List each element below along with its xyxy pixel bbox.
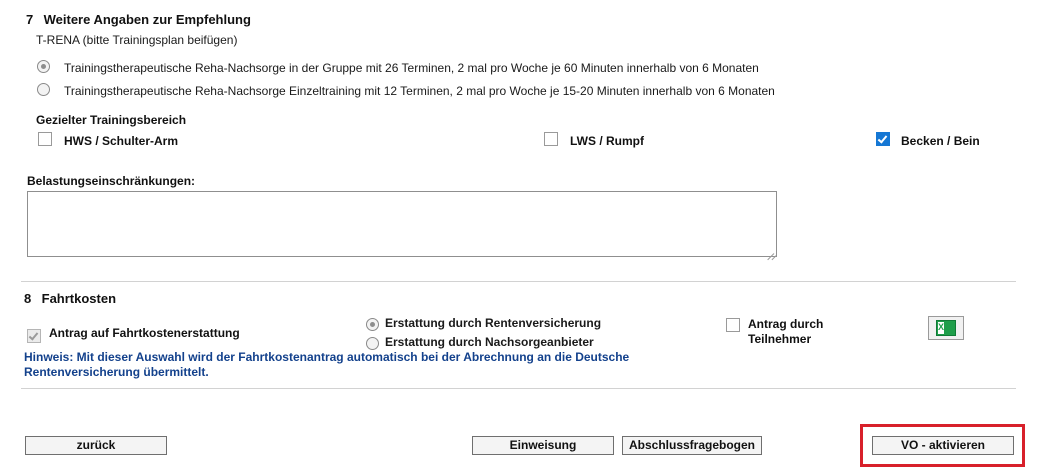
checkbox-antrag-durch-teilnehmer[interactable] (726, 318, 740, 332)
radio-erstattung-nachsorgeanbieter-label: Erstattung durch Nachsorgeanbieter (385, 335, 594, 349)
checkbox-becken-bein[interactable] (876, 132, 890, 146)
excel-export-icon (936, 320, 956, 336)
radio-erstattung-rentenversicherung-label: Erstattung durch Rentenversicherung (385, 316, 602, 330)
divider-section7-section8 (21, 281, 1016, 282)
checkbox-becken-bein-label: Becken / Bein (901, 134, 980, 148)
radio-erstattung-nachsorgeanbieter[interactable] (366, 337, 379, 350)
section-7-number: 7 (26, 12, 34, 27)
radio-trena-group[interactable] (37, 60, 50, 73)
hint-text: Hinweis: Mit dieser Auswahl wird der Fahrtkostenantrag automatisch bei der Abrechnung an die Deutsche Rentenversicherung übermittelt. (24, 350, 630, 379)
radio-trena-group-label: Trainingstherapeutische Reha-Nachsorge in der Gruppe mit 26 Terminen, 2 mal pro Woche je 60 Minuten innerhalb von 6 Monaten (64, 61, 759, 75)
checkbox-antrag-durch-teilnehmer-label: Antrag durch Teilnehmer (748, 317, 824, 346)
section-8-number: 8 (24, 291, 32, 306)
section-8-heading (24, 291, 116, 306)
checkbox-hws-schulter-arm[interactable] (38, 132, 52, 146)
checkbox-lws-rumpf[interactable] (544, 132, 558, 146)
checkbox-fahrtkostenerstattung (27, 329, 41, 343)
radio-trena-single[interactable] (37, 83, 50, 96)
radio-trena-single-label: Trainingstherapeutische Reha-Nachsorge Einzeltraining mit 12 Terminen, 2 mal pro Woche je 15-20 Minuten innerhalb von 6 Monaten (64, 84, 775, 98)
einweisung-button[interactable]: Einweisung (472, 436, 614, 455)
checkbox-lws-rumpf-label: LWS / Rumpf (570, 134, 644, 148)
divider-footer (21, 388, 1016, 389)
section-8-title: Fahrtkosten (41, 291, 117, 306)
excel-export-button[interactable] (928, 316, 964, 340)
checkbox-hws-schulter-arm-label: HWS / Schulter-Arm (64, 134, 179, 148)
trena-label: T-RENA (bitte Trainingsplan beifügen) (36, 33, 238, 47)
checkbox-fahrtkostenerstattung-label: Antrag auf Fahrtkostenerstattung (49, 326, 240, 340)
vo-aktivieren-button[interactable]: VO - aktivieren (872, 436, 1014, 455)
radio-erstattung-rentenversicherung[interactable] (366, 318, 379, 331)
section-7-heading (26, 12, 251, 27)
section-7-title: Weitere Angaben zur Empfehlung (43, 12, 251, 27)
restrictions-textarea[interactable] (27, 191, 777, 257)
training-area-label: Gezielter Trainingsbereich (36, 113, 187, 127)
abschlussfragebogen-button[interactable]: Abschlussfragebogen (622, 436, 762, 455)
back-button[interactable]: zurück (25, 436, 167, 455)
restrictions-label: Belastungseinschränkungen: (27, 174, 196, 188)
